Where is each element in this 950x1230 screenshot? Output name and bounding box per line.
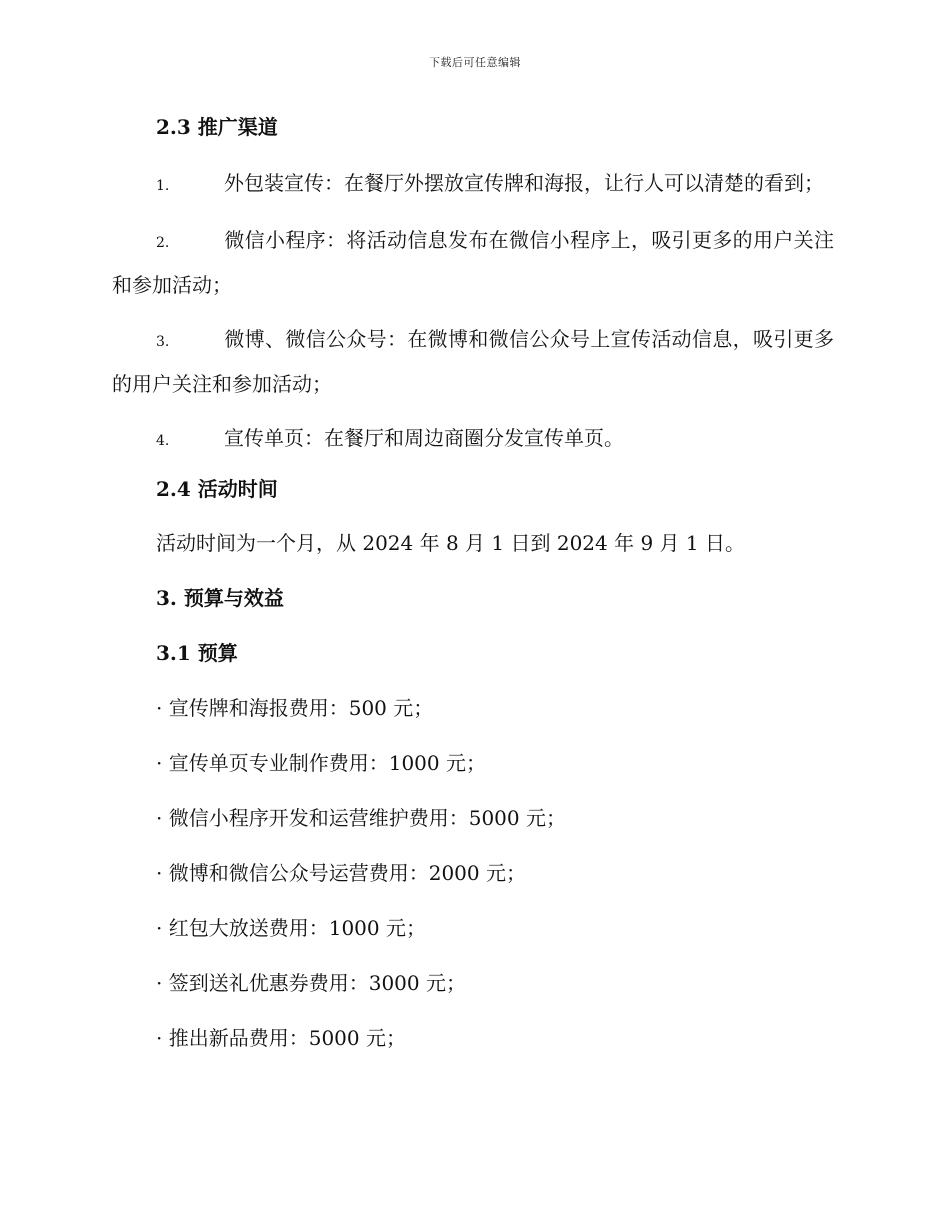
channel-item-text: 外包装宣传：在餐厅外摆放宣传牌和海报，让行人可以清楚的看到； (224, 171, 824, 195)
page-content (112, 112, 834, 1053)
channel-item-number: 1. (156, 178, 170, 194)
channel-item-3 (112, 318, 834, 405)
budget-item-3: · 微信小程序开发和运营维护费用：5000 元； (156, 806, 566, 830)
section-heading-3: 3. 预算与效益 (156, 586, 284, 610)
section-heading-2-4: 2.4 活动时间 (156, 477, 278, 501)
channel-item-number: 3. (156, 334, 170, 350)
budget-item-4: · 微博和微信公众号运营费用：2000 元； (156, 861, 526, 885)
channel-item-text: 微博、微信公众号：在微博和微信公众号上宣传活动信息，吸引更多的用户关注和参加活动； (112, 327, 834, 396)
channel-item-number: 4. (156, 433, 170, 449)
budget-item-2: · 宣传单页专业制作费用：1000 元； (156, 751, 486, 775)
budget-item-6: · 签到送礼优惠券费用：3000 元； (156, 971, 466, 995)
budget-item-5: · 红包大放送费用：1000 元； (156, 916, 426, 940)
section-heading-3-1: 3.1 预算 (156, 641, 238, 665)
channel-item-1 (112, 162, 834, 207)
channel-item-2 (112, 219, 834, 306)
budget-item-1: · 宣传牌和海报费用：500 元； (156, 696, 434, 720)
channel-item-text: 宣传单页：在餐厅和周边商圈分发宣传单页。 (224, 426, 624, 450)
channel-item-text: 微信小程序：将活动信息发布在微信小程序上，吸引更多的用户关注和参加活动； (112, 228, 834, 297)
budget-item-7: · 推出新品费用：5000 元； (156, 1026, 406, 1050)
channel-item-4 (112, 417, 834, 462)
page-header: 下载后可任意编辑 (429, 56, 521, 69)
channel-item-number: 2. (156, 235, 170, 251)
section-heading-2-3: 2.3 推广渠道 (156, 115, 278, 139)
activity-time-text: 活动时间为一个月，从 2024 年 8 月 1 日到 2024 年 9 月 1 日。 (156, 531, 745, 555)
